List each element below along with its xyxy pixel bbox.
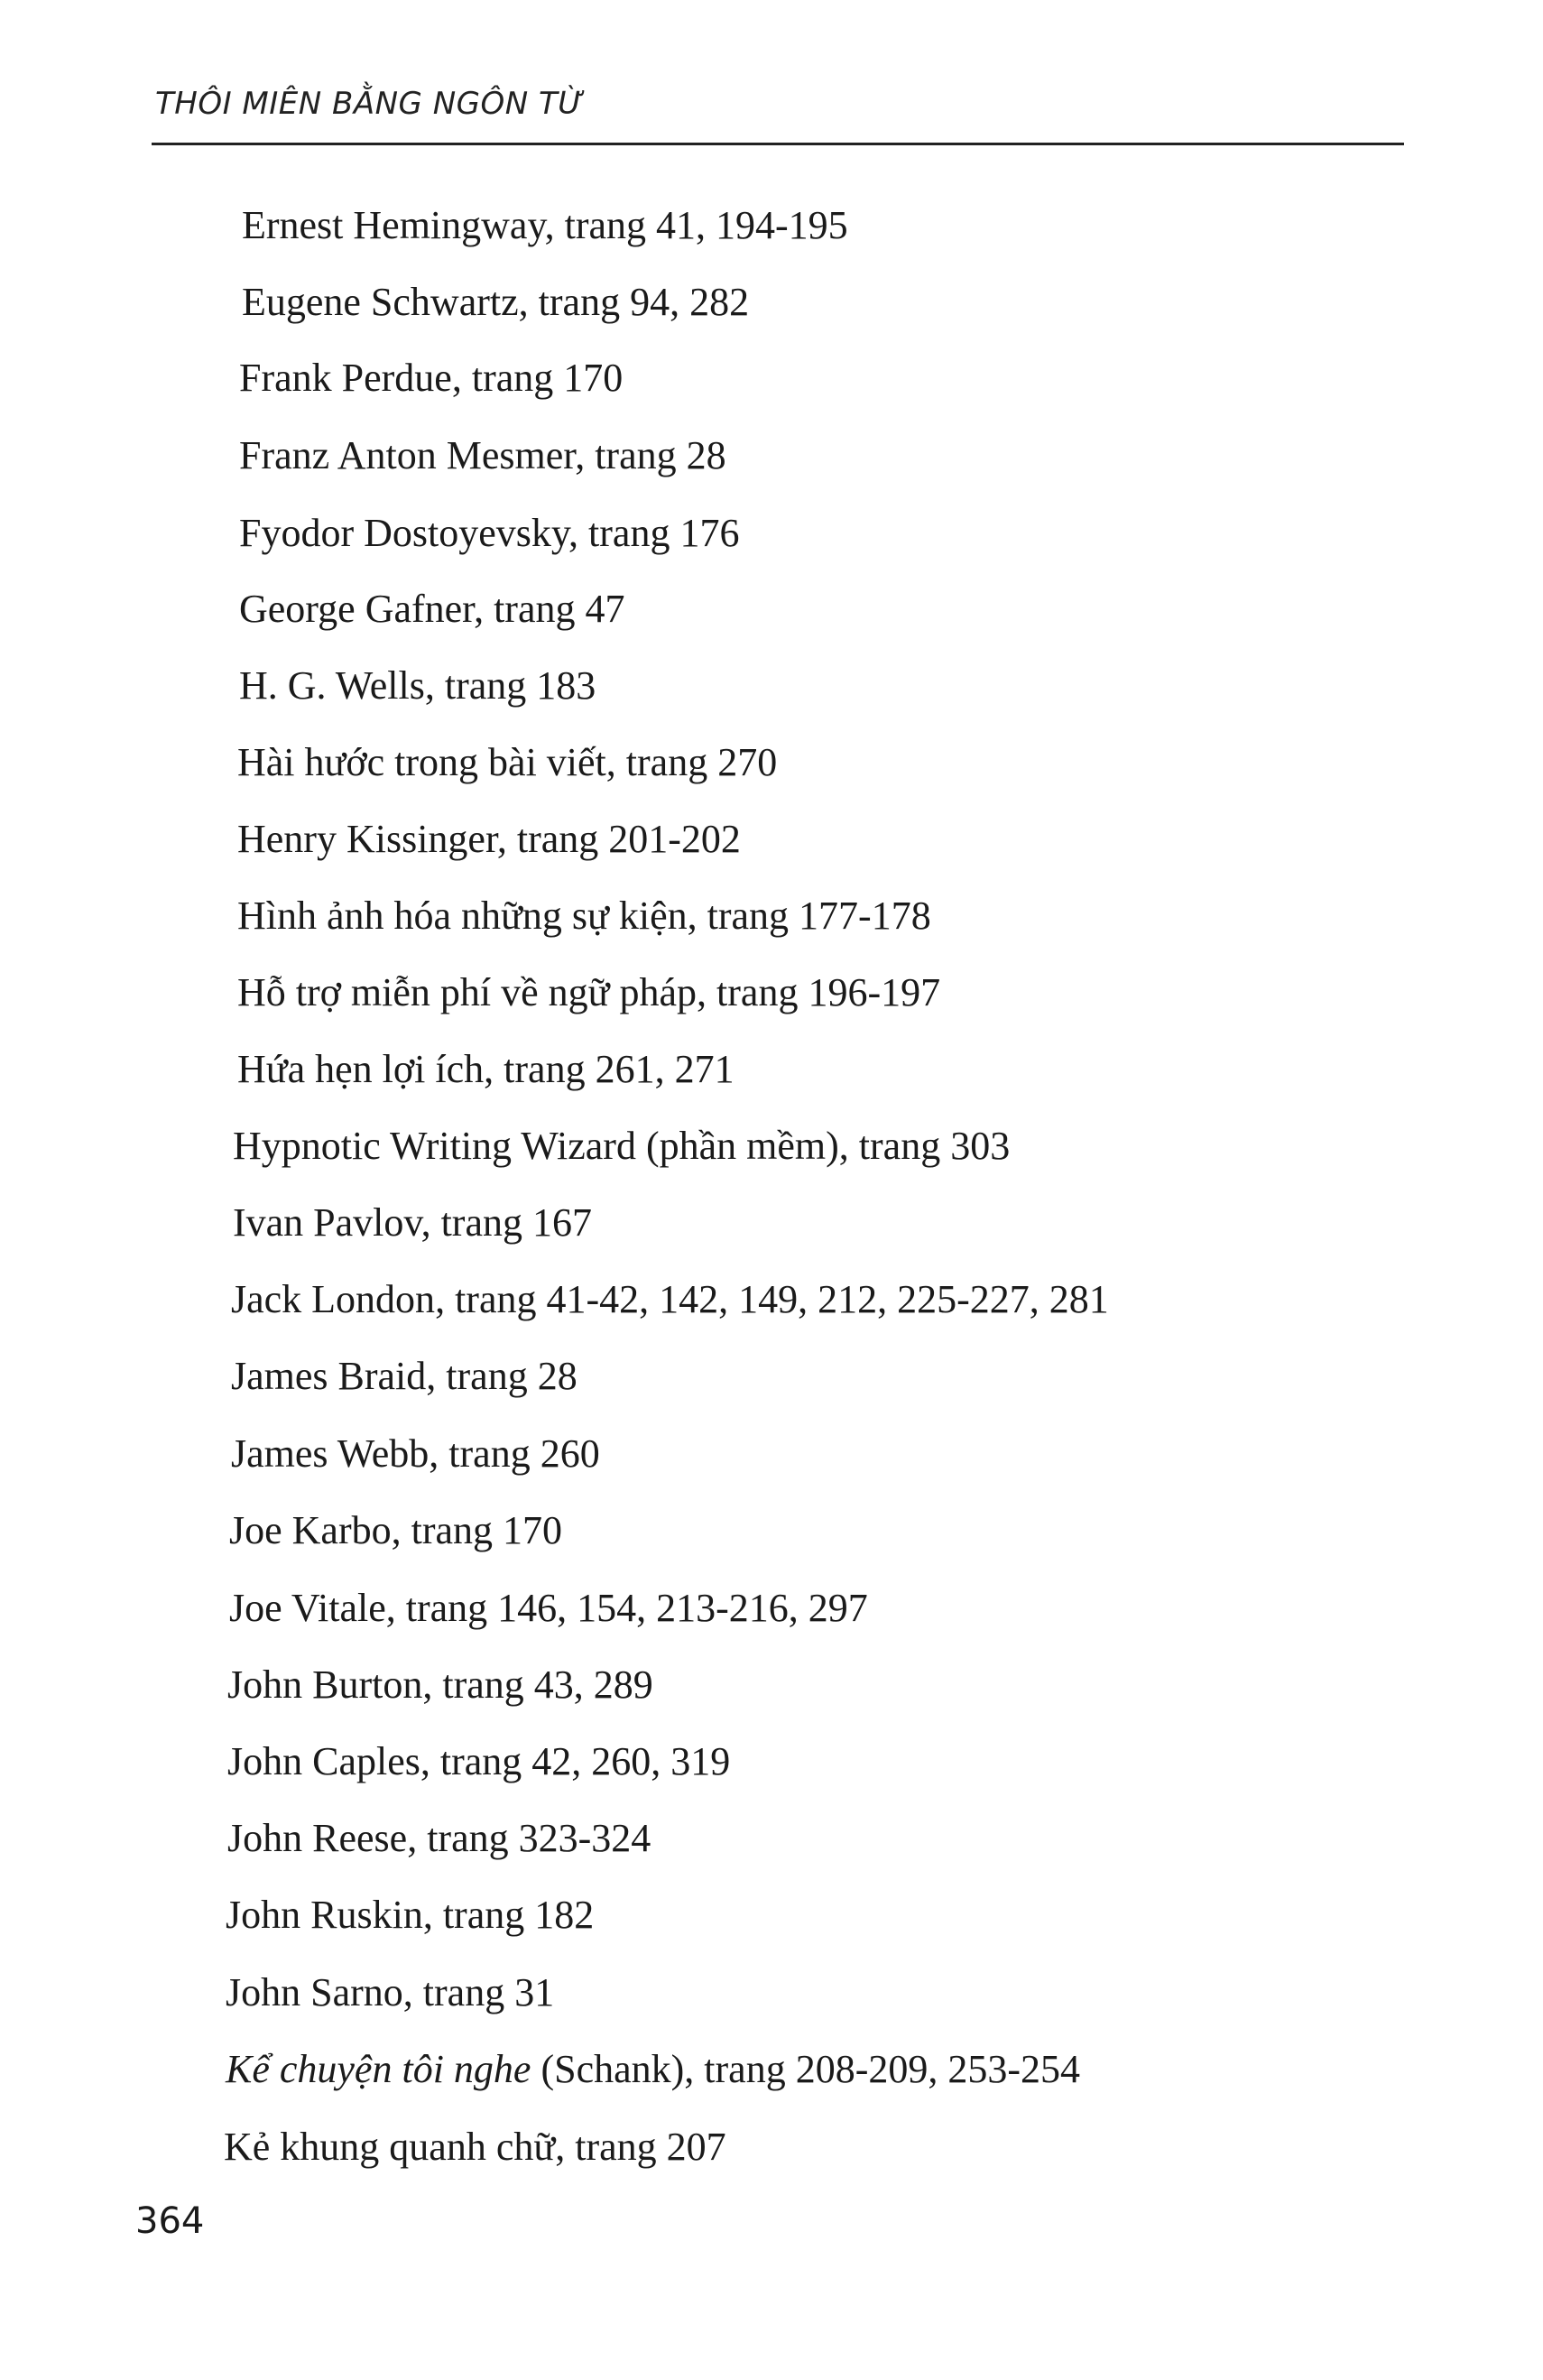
entry-name: John Sarno	[226, 1970, 403, 2014]
index-entry	[237, 970, 941, 1014]
entry-pages: , trang 303	[838, 1124, 1011, 1168]
entry-name: Hài hước trong bài viết	[237, 740, 606, 784]
entry-book-title: Kể chuyện tôi nghe	[226, 2047, 531, 2091]
entry-pages: , trang 323-324	[407, 1816, 651, 1860]
index-entry	[227, 1739, 731, 1783]
entry-name: Eugene Schwartz	[242, 280, 519, 324]
entry-name: Ernest Hemingway	[242, 203, 545, 247]
entry-pages: , trang 42, 260, 319	[420, 1739, 731, 1783]
index-entry	[233, 1200, 592, 1245]
index-entry	[239, 511, 740, 555]
index-entry	[229, 1508, 563, 1552]
entry-name: James Braid	[231, 1354, 427, 1398]
index-entry	[233, 1126, 1010, 1166]
entry-pages: , trang 170	[391, 1508, 563, 1552]
entry-pages: , trang 28	[575, 433, 726, 477]
entry-pages: , trang 41, 194-195	[544, 203, 848, 247]
entry-pages: , trang 270	[605, 740, 778, 784]
entry-pages: , trang 146, 154, 213-216, 297	[385, 1586, 868, 1630]
index-entry	[237, 817, 741, 861]
entry-pages: , trang 94, 282	[518, 280, 750, 324]
entry-name: Hình ảnh hóa những sự kiện	[237, 894, 688, 938]
index-entry	[226, 1970, 555, 2014]
index-entry	[226, 1895, 594, 1935]
entry-name: H. G. Wells	[239, 663, 425, 708]
index-entry	[226, 2047, 1081, 2091]
entry-name: Fyodor Dostoyevsky	[239, 511, 569, 555]
page-number: 364	[135, 2200, 205, 2242]
index-entry	[242, 282, 749, 322]
index-entry	[229, 1588, 868, 1628]
index-entry	[239, 589, 624, 629]
entry-name: Hỗ trợ miễn phí về ngữ pháp	[237, 970, 698, 1014]
index-entry	[242, 203, 848, 247]
entry-name: Hứa hẹn lợi ích	[237, 1047, 485, 1091]
entry-name: Frank Perdue	[239, 356, 452, 400]
entry-pages: , trang 176	[568, 511, 740, 555]
entry-pages: , trang 41-42, 142, 149, 212, 225-227, 281	[435, 1277, 1109, 1321]
entry-pages: , trang 31	[402, 1970, 555, 2014]
entry-name: Joe Vitale	[229, 1586, 386, 1630]
index-entry	[231, 1354, 577, 1398]
index-entry	[227, 1816, 651, 1860]
running-header-title: THÔI MIÊN BẰNG NGÔN TỪ	[155, 86, 585, 122]
index-entry	[231, 1277, 1109, 1321]
index-entry	[239, 358, 623, 398]
index-entry	[237, 1047, 735, 1091]
entry-pages: , trang 196-197	[697, 970, 941, 1014]
entry-name: Henry Kissinger	[237, 817, 497, 861]
entry-name: (Schank)	[531, 2047, 685, 2091]
entry-pages: , trang 28	[426, 1354, 577, 1398]
entry-name: George Gafner	[239, 587, 475, 631]
entry-pages: , trang 177-178	[687, 894, 931, 938]
index-entry	[239, 663, 596, 708]
entry-name: Ivan Pavlov	[233, 1200, 421, 1245]
entry-pages: , trang 183	[424, 663, 596, 708]
entry-name: Franz Anton Mesmer	[239, 433, 576, 477]
index-entry	[237, 896, 931, 936]
entry-name: James Webb	[231, 1431, 430, 1476]
entry-pages: , trang 47	[474, 587, 625, 631]
index-entry	[227, 1662, 653, 1707]
entry-pages: , trang 170	[451, 356, 624, 400]
entry-name: Hypnotic Writing Wizard (phần mềm)	[233, 1124, 839, 1168]
index-entry	[224, 2127, 726, 2167]
entry-pages: , trang 43, 289	[422, 1662, 653, 1707]
entry-pages: , trang 261, 271	[484, 1047, 735, 1091]
entry-name: John Ruskin	[226, 1893, 423, 1937]
entry-name: John Reese	[227, 1816, 408, 1860]
index-entry	[231, 1431, 600, 1476]
index-entry	[237, 740, 778, 784]
entry-name: Jack London	[231, 1277, 436, 1321]
entry-pages: , trang 182	[422, 1893, 595, 1937]
entry-pages: , trang 167	[420, 1200, 592, 1245]
entry-pages: , trang 207	[555, 2125, 726, 2169]
entry-pages: , trang 201-202	[496, 817, 741, 861]
entry-name: John Caples	[227, 1739, 420, 1783]
entry-pages: , trang 208-209, 253-254	[684, 2047, 1081, 2091]
index-entry	[239, 433, 726, 477]
entry-name: Kẻ khung quanh chữ	[224, 2125, 556, 2169]
entry-pages: , trang 260	[429, 1431, 600, 1476]
entry-name: Joe Karbo	[229, 1508, 392, 1552]
entry-name: John Burton	[227, 1662, 423, 1707]
